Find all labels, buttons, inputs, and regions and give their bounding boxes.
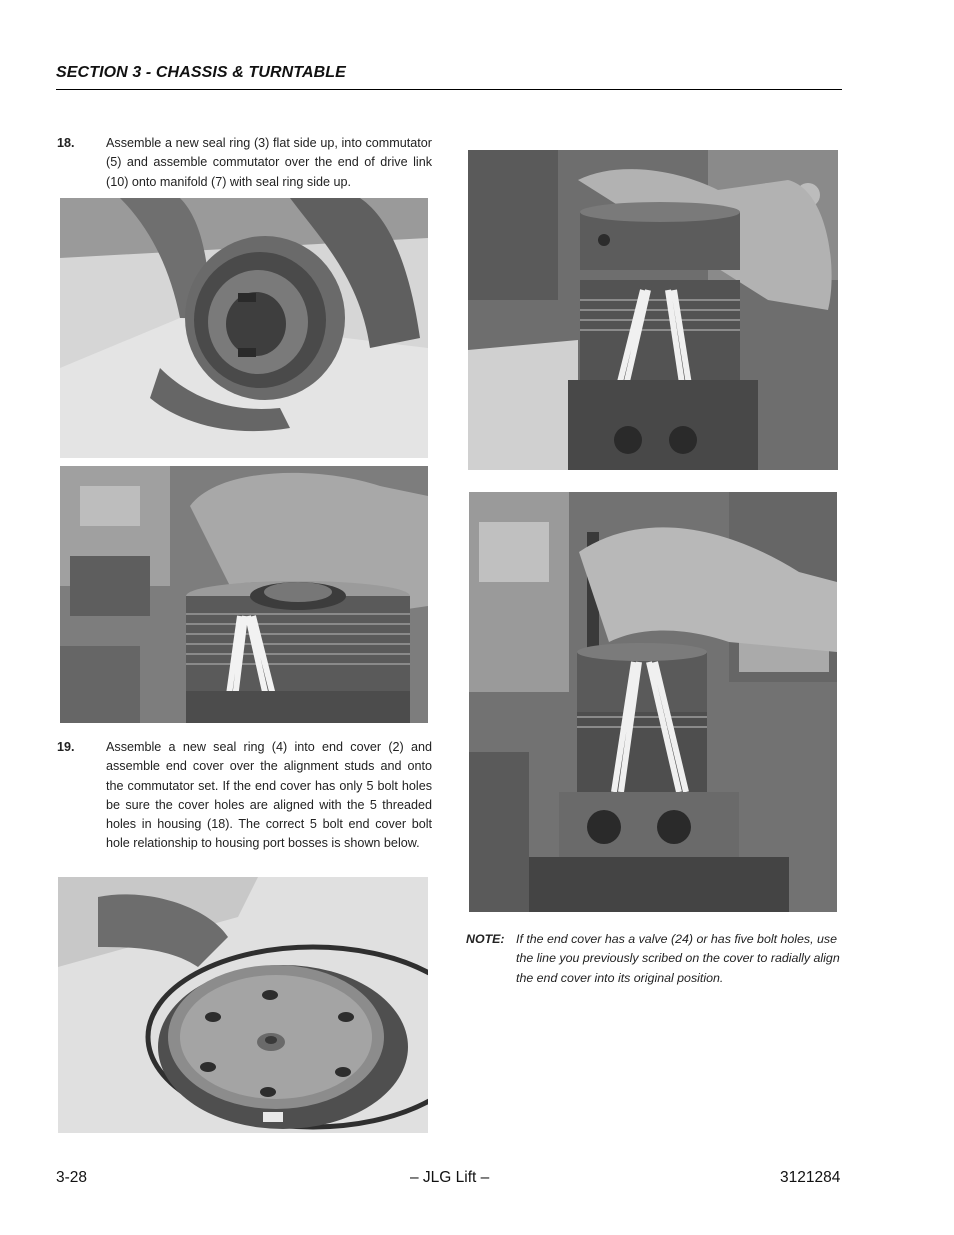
document-number: 3121284 <box>780 1169 841 1186</box>
step-text: Assemble a new seal ring (4) into end cover (2) and assemble end cover over the alignment studs and onto the commutator set. If the end cover has only 5 bolt holes be sure the cover holes are aligned with the 5 threaded holes in housing (18). The correct 5 bolt end cover bolt hole relationship to housing port bosses is shown below. <box>106 740 432 851</box>
footer-brand: – JLG Lift – <box>410 1169 490 1186</box>
step-text: Assemble a new seal ring (3) flat side up, into commutator (5) and assemble commutator over the end of drive link (10) onto manifold (7) with seal ring side up. <box>106 136 432 189</box>
page-number: 3-28 <box>56 1169 88 1186</box>
note-label: NOTE: <box>466 932 505 946</box>
step-19 <box>57 738 432 854</box>
photo-seal-ring-in-commutator <box>60 198 428 458</box>
step-number: 18. <box>57 136 75 150</box>
note <box>466 930 844 988</box>
step-18 <box>57 134 432 192</box>
photo-commutator-assembly <box>60 466 428 723</box>
photo-end-cover-seal-ring <box>58 877 428 1133</box>
section-title: SECTION 3 - CHASSIS & TURNTABLE <box>56 64 346 81</box>
header-divider <box>56 89 842 90</box>
step-number: 19. <box>57 740 75 754</box>
photo-bolt-insertion <box>469 492 837 912</box>
note-text: If the end cover has a valve (24) or has five bolt holes, use the line you previously scribed on the cover to radially align the end cover into its original position. <box>516 932 840 985</box>
photo-end-cover-placement <box>468 150 838 470</box>
